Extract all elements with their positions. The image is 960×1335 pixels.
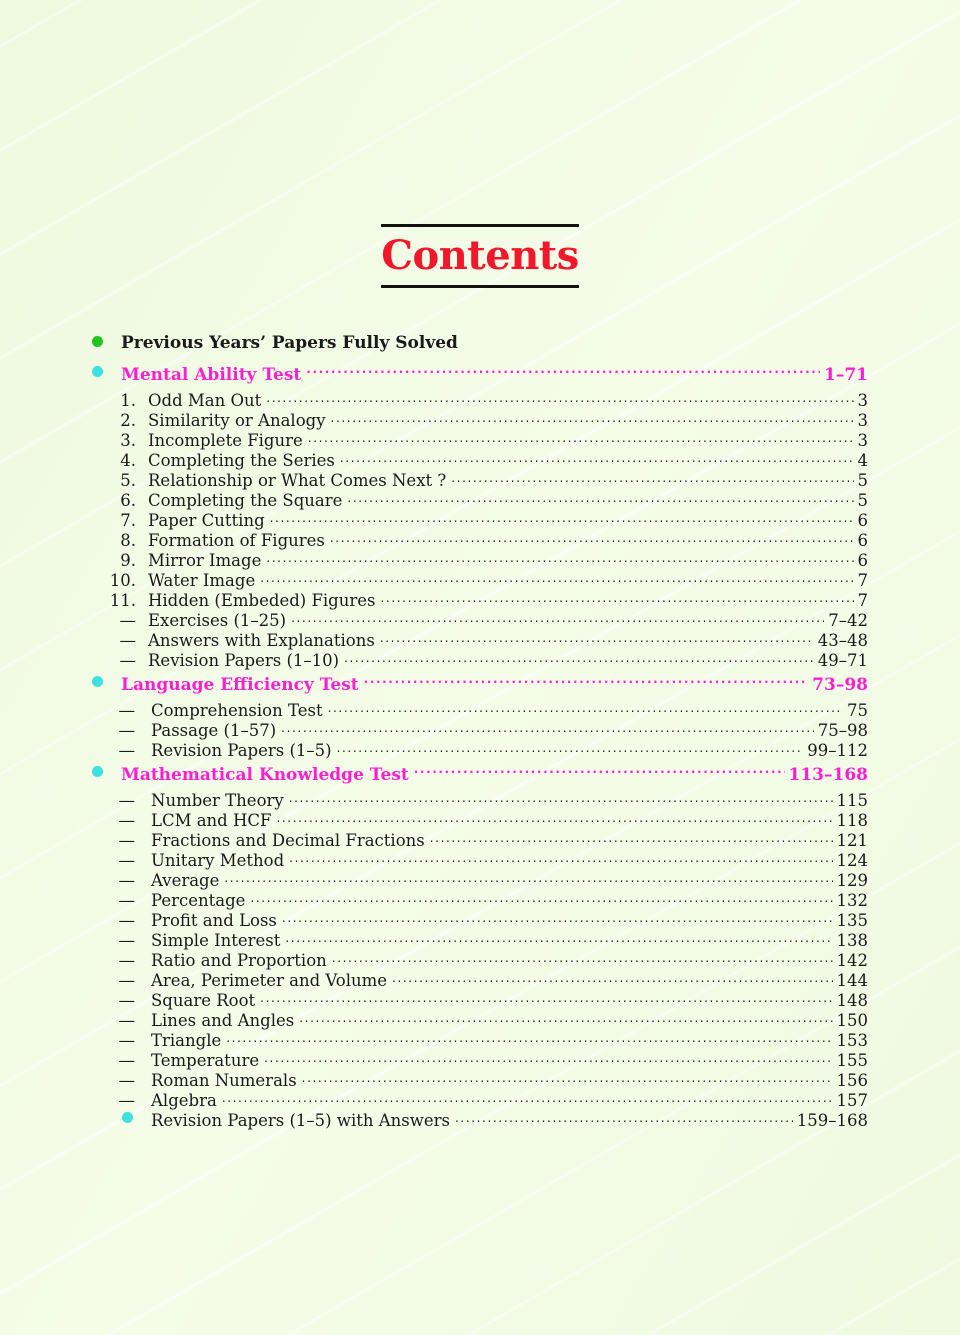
cyan-dot-icon [92,766,103,777]
item-label: Odd Man Out [148,391,262,410]
item-marker: — [118,701,135,720]
item-marker: — [118,1031,135,1050]
item-label: Algebra [151,1091,217,1110]
item-marker: 2. [120,411,136,430]
item-page: 132 [836,891,868,910]
item-page: 6 [857,511,868,530]
dot-leader [306,360,820,380]
item-marker: — [118,811,135,830]
dot-leader [285,926,832,946]
item-label: Number Theory [151,791,284,810]
dot-leader [299,1006,832,1026]
dot-leader [380,626,814,646]
dot-leader [451,466,853,486]
item-marker: — [118,721,135,740]
item-page: 138 [836,931,868,950]
dot-leader [364,670,809,690]
dot-leader [332,946,833,966]
item-label: Simple Interest [151,931,281,950]
item-label: Completing the Square [148,491,343,510]
section-pages: 113–168 [788,765,868,785]
dot-leader [331,406,854,426]
item-page: 4 [857,451,868,470]
toc-intro [88,330,868,356]
section-pages: 1–71 [824,365,868,385]
item-page: 135 [836,911,868,930]
section-heading-language-efficiency[interactable] [88,670,868,696]
item-label: Revision Papers (1–5) with Answers [151,1111,450,1130]
item-label: Roman Numerals [151,1071,297,1090]
item-page: 3 [857,391,868,410]
green-dot-icon [92,336,103,347]
item-page: 5 [857,491,868,510]
item-marker: 8. [120,531,136,550]
item-label: Paper Cutting [148,511,265,530]
item-page: 142 [836,951,868,970]
item-label: Comprehension Test [151,701,323,720]
dot-leader [266,386,853,406]
item-label: Unitary Method [151,851,285,870]
item-label: Profit and Loss [151,911,277,930]
item-page: 5 [857,471,868,490]
toc-item-revision-papers-with-answers[interactable] [88,1106,868,1130]
item-label: Revision Papers (1–5) [151,741,332,760]
item-page: 75 [847,701,868,720]
dot-leader [328,696,843,716]
item-marker: 6. [120,491,136,510]
item-page: 157 [836,1091,868,1110]
toc-item[interactable] [88,386,868,410]
item-marker: — [118,741,135,760]
item-label: Similarity or Analogy [148,411,326,430]
page-title: Contents [381,232,579,279]
item-marker: 11. [109,591,136,610]
item-marker: 1. [120,391,136,410]
item-label: Completing the Series [148,451,335,470]
item-marker: — [119,631,136,650]
item-marker: — [118,1071,135,1090]
item-label: Area, Perimeter and Volume [151,971,388,990]
item-marker: — [118,791,135,810]
cyan-dot-icon [92,366,103,377]
item-marker: — [119,611,136,630]
item-page: 124 [836,851,868,870]
item-page: 159–168 [796,1111,868,1130]
item-marker: — [118,871,135,890]
item-page: 43–48 [817,631,868,650]
item-marker: — [118,1091,135,1110]
item-marker: — [118,911,135,930]
item-marker: — [118,1011,135,1030]
item-label: Square Root [151,991,256,1010]
item-page: 49–71 [817,651,868,670]
dot-leader [430,826,833,846]
item-label: Exercises (1–25) [148,611,287,630]
item-page: 129 [836,871,868,890]
item-page: 3 [857,411,868,430]
item-label: Passage (1–57) [151,721,277,740]
item-label: Answers with Explanations [148,631,375,650]
dot-leader [224,866,832,886]
item-label: Percentage [151,891,246,910]
item-page: 115 [836,791,868,810]
dot-leader [381,586,854,606]
item-page: 7 [857,571,868,590]
dot-leader [270,506,854,526]
item-marker: 10. [109,571,136,590]
dot-leader [250,886,832,906]
item-marker: 9. [120,551,136,570]
toc-item[interactable] [88,786,868,810]
item-marker: 5. [120,471,136,490]
item-label: Hidden (Embeded) Figures [148,591,376,610]
item-label: Incomplete Figure [148,431,303,450]
item-marker: 7. [120,511,136,530]
dot-leader [337,736,804,756]
item-label: Average [151,871,220,890]
item-label: Relationship or What Comes Next ? [148,471,447,490]
item-page: 156 [836,1071,868,1090]
dot-leader [340,446,854,466]
item-page: 6 [857,551,868,570]
item-page: 155 [836,1051,868,1070]
dot-leader [392,966,832,986]
dot-leader [455,1106,793,1126]
item-marker: 4. [120,451,136,470]
item-page: 144 [836,971,868,990]
toc-intro-label: Previous Years’ Papers Fully Solved [121,333,458,353]
section-title: Mathematical Knowledge Test [121,765,409,785]
toc-item[interactable] [88,696,868,720]
dot-leader [260,566,853,586]
item-page: 118 [836,811,868,830]
item-marker: — [119,651,136,670]
item-label: Temperature [151,1051,260,1070]
item-marker: — [118,1051,135,1070]
item-page: 150 [836,1011,868,1030]
dot-leader [226,1026,832,1046]
item-label: Triangle [151,1031,222,1050]
page-title-box [381,224,579,288]
item-page: 7 [857,591,868,610]
dot-leader [222,1086,833,1106]
item-page: 148 [836,991,868,1010]
section-heading-mental-ability[interactable] [88,360,868,386]
item-marker: — [118,891,135,910]
dot-leader [414,760,785,780]
item-label: Lines and Angles [151,1011,295,1030]
cyan-dot-icon [122,1112,133,1123]
item-page: 121 [836,831,868,850]
dot-leader [281,716,814,736]
dot-leader [308,426,854,446]
item-page: 75–98 [817,721,868,740]
item-label: Formation of Figures [148,531,325,550]
item-label: Fractions and Decimal Fractions [151,831,425,850]
cyan-dot-icon [92,676,103,687]
item-marker: — [118,931,135,950]
item-label: LCM and HCF [151,811,272,830]
section-title: Language Efficiency Test [121,675,359,695]
dot-leader [276,806,832,826]
item-marker: 3. [120,431,136,450]
dot-leader [264,1046,832,1066]
table-of-contents [88,330,868,1130]
item-page: 3 [857,431,868,450]
item-marker: — [118,951,135,970]
dot-leader [302,1066,833,1086]
item-label: Water Image [148,571,256,590]
dot-leader [289,786,833,806]
item-marker: — [118,831,135,850]
item-label: Ratio and Proportion [151,951,327,970]
section-pages: 73–98 [812,675,868,695]
dot-leader [266,546,853,566]
item-marker: — [118,971,135,990]
item-page: 7–42 [828,611,868,630]
dot-leader [282,906,833,926]
item-page: 6 [857,531,868,550]
item-marker: — [118,851,135,870]
section-title: Mental Ability Test [121,365,302,385]
section-heading-mathematical-knowledge[interactable] [88,760,868,786]
dot-leader [330,526,854,546]
item-label: Revision Papers (1–10) [148,651,340,670]
item-marker: — [118,991,135,1010]
item-page: 153 [836,1031,868,1050]
dot-leader [344,646,814,666]
item-label: Mirror Image [148,551,262,570]
item-page: 99–112 [807,741,868,760]
